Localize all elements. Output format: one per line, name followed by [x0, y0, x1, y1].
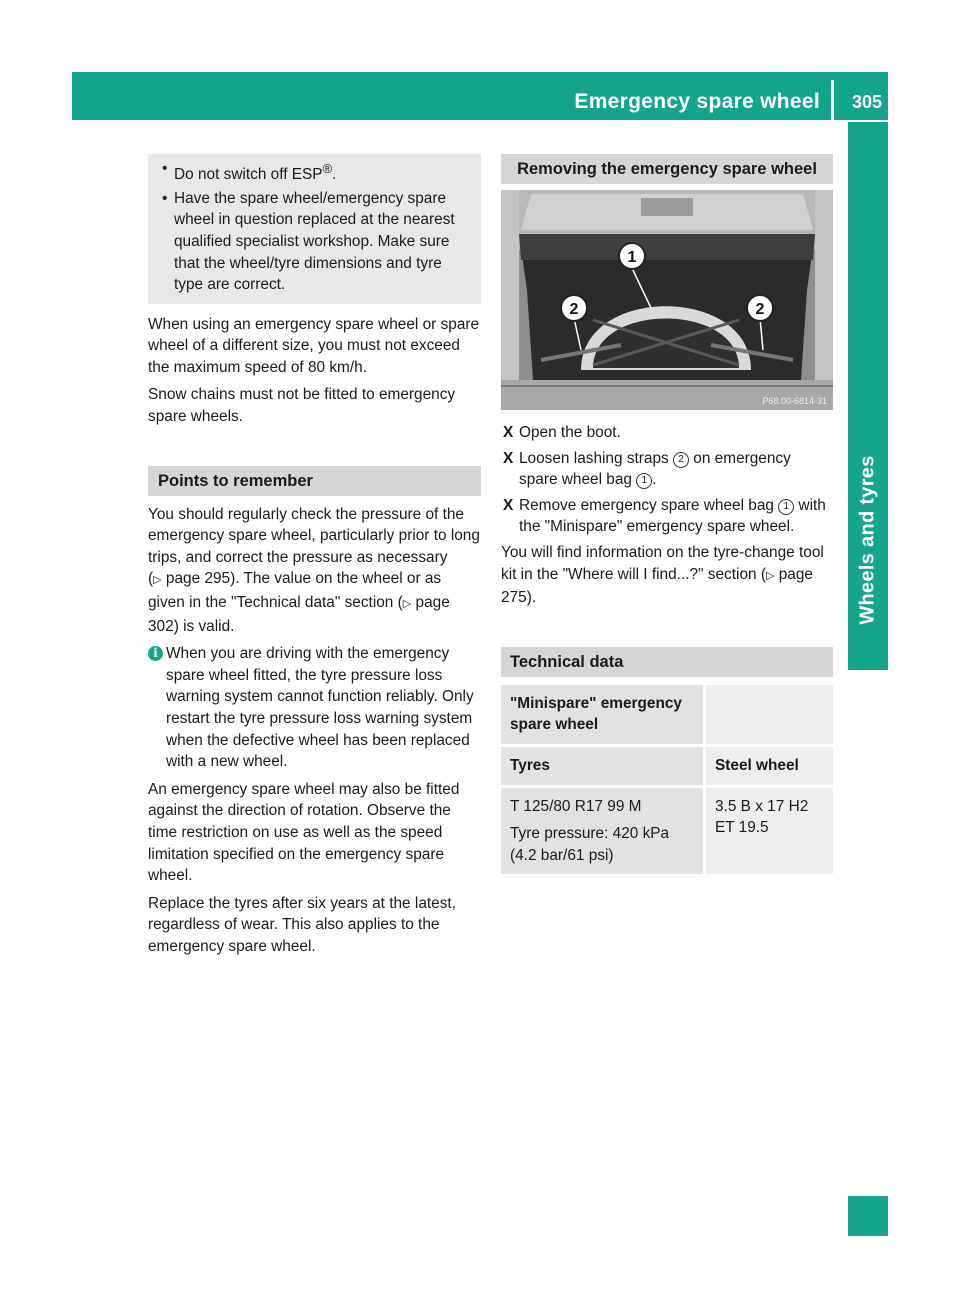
page-reference-link[interactable]: page 302	[148, 594, 450, 635]
circled-number: 1	[778, 499, 794, 515]
callout-2-left	[561, 295, 587, 321]
table-header-cell	[706, 685, 833, 744]
section-title: Technical data	[510, 652, 624, 671]
bullet-icon: •	[162, 160, 168, 177]
paragraph: When using an emergency spare wheel or spare wheel of a different size, you must not exceed the maximum speed of 80 km/h.	[148, 315, 480, 376]
step-text: with the "Minispare" emergency spare wheel.	[519, 496, 826, 536]
table-cell-tyres	[501, 785, 706, 875]
page-reference-link[interactable]: page 275	[501, 565, 813, 607]
page-reference-link[interactable]: page 295	[165, 570, 231, 588]
callout-2-label: 2	[755, 301, 765, 318]
callout-2-right	[747, 295, 773, 321]
paragraph	[148, 504, 481, 638]
section-heading-points	[148, 466, 481, 496]
technical-data-table	[501, 685, 833, 875]
section-title: Removing the emergency spare wheel	[517, 160, 817, 178]
text: You will find information on the tyre-change tool kit in the "Where will I find...?" section (	[501, 543, 824, 583]
paragraph: Snow chains must not be fitted to emergency spare wheels.	[148, 386, 456, 426]
bullet-icon: •	[162, 189, 168, 207]
step-item	[501, 448, 833, 491]
image-caption: P68.00-6814-31	[762, 396, 827, 406]
step-marker: X	[503, 424, 514, 441]
left-column	[148, 154, 481, 964]
section-heading-technical	[501, 647, 833, 677]
paragraph: Replace the tyres after six years at the latest, regardless of wear. This also applies to the emergency spare wheel.	[148, 894, 456, 955]
triangle-icon: ▷	[765, 569, 775, 582]
header-title: Emergency spare wheel	[574, 90, 820, 113]
table-header-cell: "Minispare" emergency spare wheel	[501, 685, 706, 744]
step-item	[501, 495, 833, 538]
step-text: Remove emergency spare wheel bag	[519, 496, 779, 514]
column-header-wheel: Steel wheel	[706, 744, 833, 785]
column-header-tyres: Tyres	[501, 744, 706, 785]
page-header	[72, 72, 888, 120]
paragraph: An emergency spare wheel may also be fitted against the direction of rotation. Observe the time restriction on use as well as the speed limitation specified on the emergency spare wheel.	[148, 780, 460, 885]
triangle-icon: ▷	[402, 598, 412, 611]
text: ). The value on the wheel or as given in the "Technical data" section (	[148, 570, 442, 612]
note-text-end: .	[332, 166, 337, 184]
note-text: Have the spare wheel/emergency spare wheel in question replaced at the nearest qualified specialist workshop. Make sure that the wheel/tyre dimensions and tyre type are correct.	[174, 189, 455, 294]
step-item	[501, 422, 833, 444]
circled-number: 2	[673, 452, 689, 468]
step-marker: X	[503, 449, 514, 467]
callout-2-label: 2	[569, 301, 579, 318]
table-row	[501, 785, 833, 875]
callout-1	[619, 243, 645, 269]
note-box	[148, 154, 481, 304]
note-text: Do not switch off ESP	[174, 166, 323, 184]
page-marker	[848, 1196, 888, 1236]
callout-1-label: 1	[627, 249, 637, 266]
table-row	[501, 744, 833, 785]
right-column	[501, 154, 833, 874]
wheel-size: 3.5 B x 17 H2	[715, 797, 809, 815]
boot-illustration	[501, 190, 833, 410]
boot-photo	[501, 190, 833, 410]
text: ).	[526, 589, 537, 607]
table-cell-wheel	[706, 785, 833, 875]
circled-number: 1	[636, 473, 652, 489]
section-heading-removing	[501, 154, 833, 184]
wheel-offset: ET 19.5	[715, 819, 769, 837]
page-number: 305	[851, 92, 882, 112]
info-note	[148, 643, 481, 773]
step-text: on emergency spare wheel bag	[519, 449, 791, 489]
tyre-size: T 125/80 R17 99 M	[510, 797, 642, 815]
step-marker: X	[503, 496, 514, 514]
info-icon: i	[148, 646, 163, 661]
header-separator	[831, 80, 834, 120]
info-text: When you are driving with the emergency spare wheel fitted, the tyre pressure loss warning system cannot function reliably. Only restart the tyre pressure loss warning system when the defective wheel has been replaced with a new wheel.	[166, 645, 474, 771]
registered-mark: ®	[322, 161, 333, 176]
section-title: Points to remember	[158, 471, 313, 490]
chapter-tab-label: Wheels and tyres	[856, 455, 879, 625]
step-text: Open the boot.	[519, 424, 621, 441]
tyre-pressure: Tyre pressure: 420 kPa (4.2 bar/61 psi)	[510, 825, 670, 864]
text: You should regularly check the pressure of the emergency spare wheel, particularly prior to long trips, and correct the pressure as necessary (	[148, 505, 480, 588]
table-row	[501, 685, 833, 744]
step-text: .	[652, 471, 657, 489]
triangle-icon: ▷	[153, 574, 162, 587]
paragraph	[501, 542, 833, 609]
text: ) is valid.	[173, 617, 235, 635]
note-bullet	[158, 188, 471, 296]
note-bullet	[158, 158, 471, 186]
step-text: Loosen lashing straps	[519, 449, 674, 467]
